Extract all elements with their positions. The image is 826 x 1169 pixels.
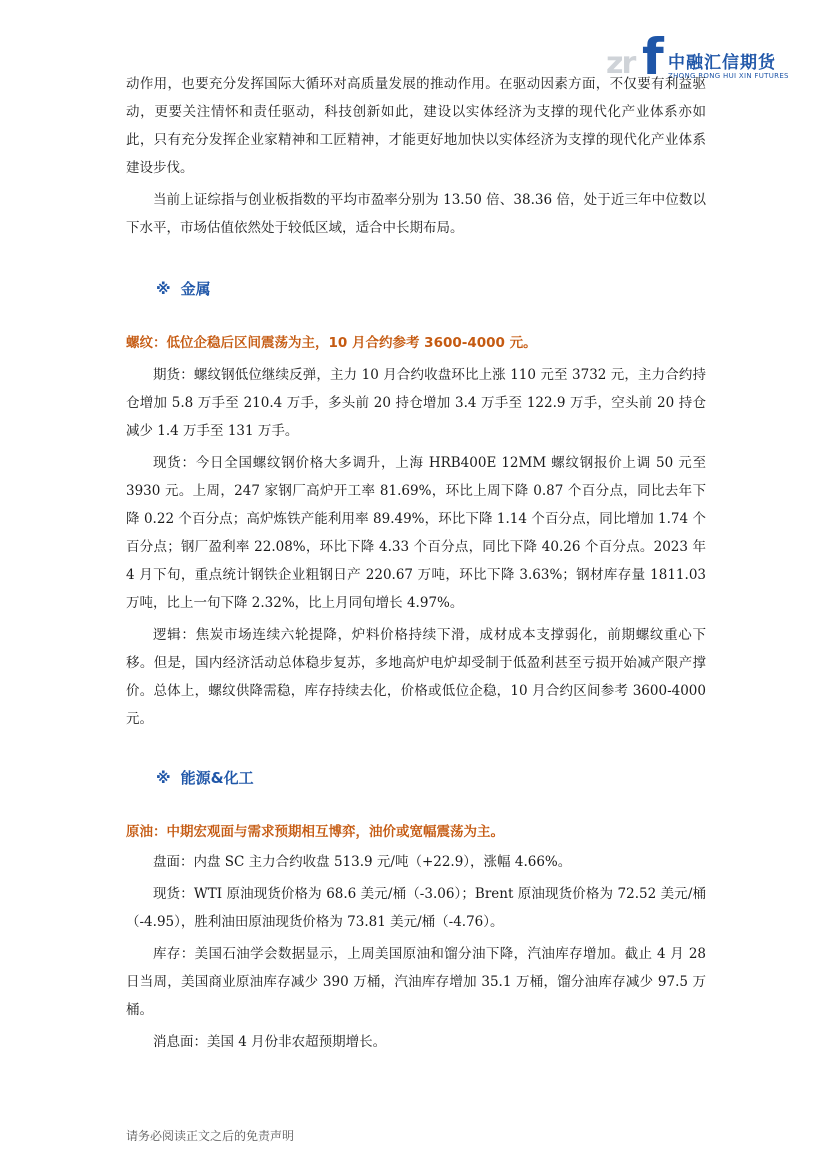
section-heading-metals [126,278,706,299]
crude-news-paragraph: 消息面：美国 4 月份非农超预期增长。 [153,1034,387,1050]
rebar-futures-paragraph: 期货：螺纹钢低位继续反弹，主力 10 月合约收盘环比上涨 110 元至 3732 元，主力合约持仓增加 5.8 万手至 210.4 万手，多头前 20 持仓增加 3.4 万手至 122.9 万手，空头前 20 持仓减少 1.4 万手至 131 万手。 [126,367,706,439]
section-title: 金属 [180,280,211,298]
crude-spot-paragraph: 现货：WTI 原油现货价格为 68.6 美元/桶（-3.06）；Brent 原油现货价格为 72.52 美元/桶（-4.95），胜利油田原油现货价格为 73.81 美元/桶（-4.76）。 [126,886,706,930]
crude-inventory-paragraph: 库存：美国石油学会数据显示，上周美国原油和馏分油下降，汽油库存增加。截止 4 月 28 日当周，美国商业原油库存减少 390 万桶，汽油库存增加 35.1 万桶，馏分油库存减少 97.5 万桶。 [126,946,706,1018]
logo-english-name: ZHONG RONG HUI XIN FUTURES [668,72,789,80]
crude-board-paragraph: 盘面：内盘 SC 主力合约收盘 513.9 元/吨（+22.9），涨幅 4.66%。 [153,854,572,870]
section-title: 能源&化工 [180,769,254,787]
footer-disclaimer: 请务必阅读正文之后的免责声明 [126,1129,295,1143]
rebar-subheading: 螺纹：低位企稳后区间震荡为主，10 月合约参考 3600-4000 元。 [126,335,537,351]
intro-paragraph-2: 当前上证综指与创业板指数的平均市盈率分别为 13.50 倍、38.36 倍，处于近三年中位数以下水平，市场估值依然处于较低区域，适合中长期布局。 [126,192,706,236]
rebar-logic-paragraph: 逻辑：焦炭市场连续六轮提降，炉料价格持续下滑，成材成本支撑弱化，前期螺纹重心下移。但是，国内经济活动总体稳步复苏，多地高炉电炉却受制于低盈利甚至亏损开始减产限产撑价。总体上，螺纹供降需稳，库存持续去化，价格或低位企稳，10 月合约区间参考 3600-4000 元。 [126,627,706,727]
page-content [126,70,706,1056]
logo-mark-f: f [642,28,664,86]
intro-paragraph-1: 动作用，也要充分发挥国际大循环对高质量发展的推动作用。在驱动因素方面，不仅要有利益驱动，更要关注情怀和责任驱动，科技创新如此，建设以实体经济为支撑的现代化产业体系亦如此，只有充分发挥企业家精神和工匠精神，才能更好地加快以实体经济为支撑的现代化产业体系建设步伐。 [126,76,706,176]
logo-company-name: 中融汇信期货 [668,53,776,73]
section-heading-energy-chemical [126,767,706,788]
section-mark: ※ [156,769,171,787]
rebar-spot-paragraph: 现货：今日全国螺纹钢价格大多调升，上海 HRB400E 12MM 螺纹钢报价上调 50 元至 3930 元。上周，247 家钢厂高炉开工率 81.69%，环比上周下降 0.87 个百分点，同比去年下降 0.22 个百分点；高炉炼铁产能利用率 89.49%，环比下降 1.14 个百分点，同比增加 1.74 个百分点；钢厂盈利率 22.08%，环比下降 4.33 个百分点，同比下降 40.26 个百分点。2023 年 4 月下旬，重点统计钢铁企业粗钢日产 220.67 万吨，环比下降 3.63%；钢材库存量 1811.03 万吨，比上一旬下降 2.32%，比上月同旬增长 4.97%。 [126,455,706,611]
section-mark: ※ [156,280,171,298]
crude-oil-subheading: 原油：中期宏观面与需求预期相互博弈，油价或宽幅震荡为主。 [126,824,504,840]
logo-mark-zr: zr [606,46,635,81]
